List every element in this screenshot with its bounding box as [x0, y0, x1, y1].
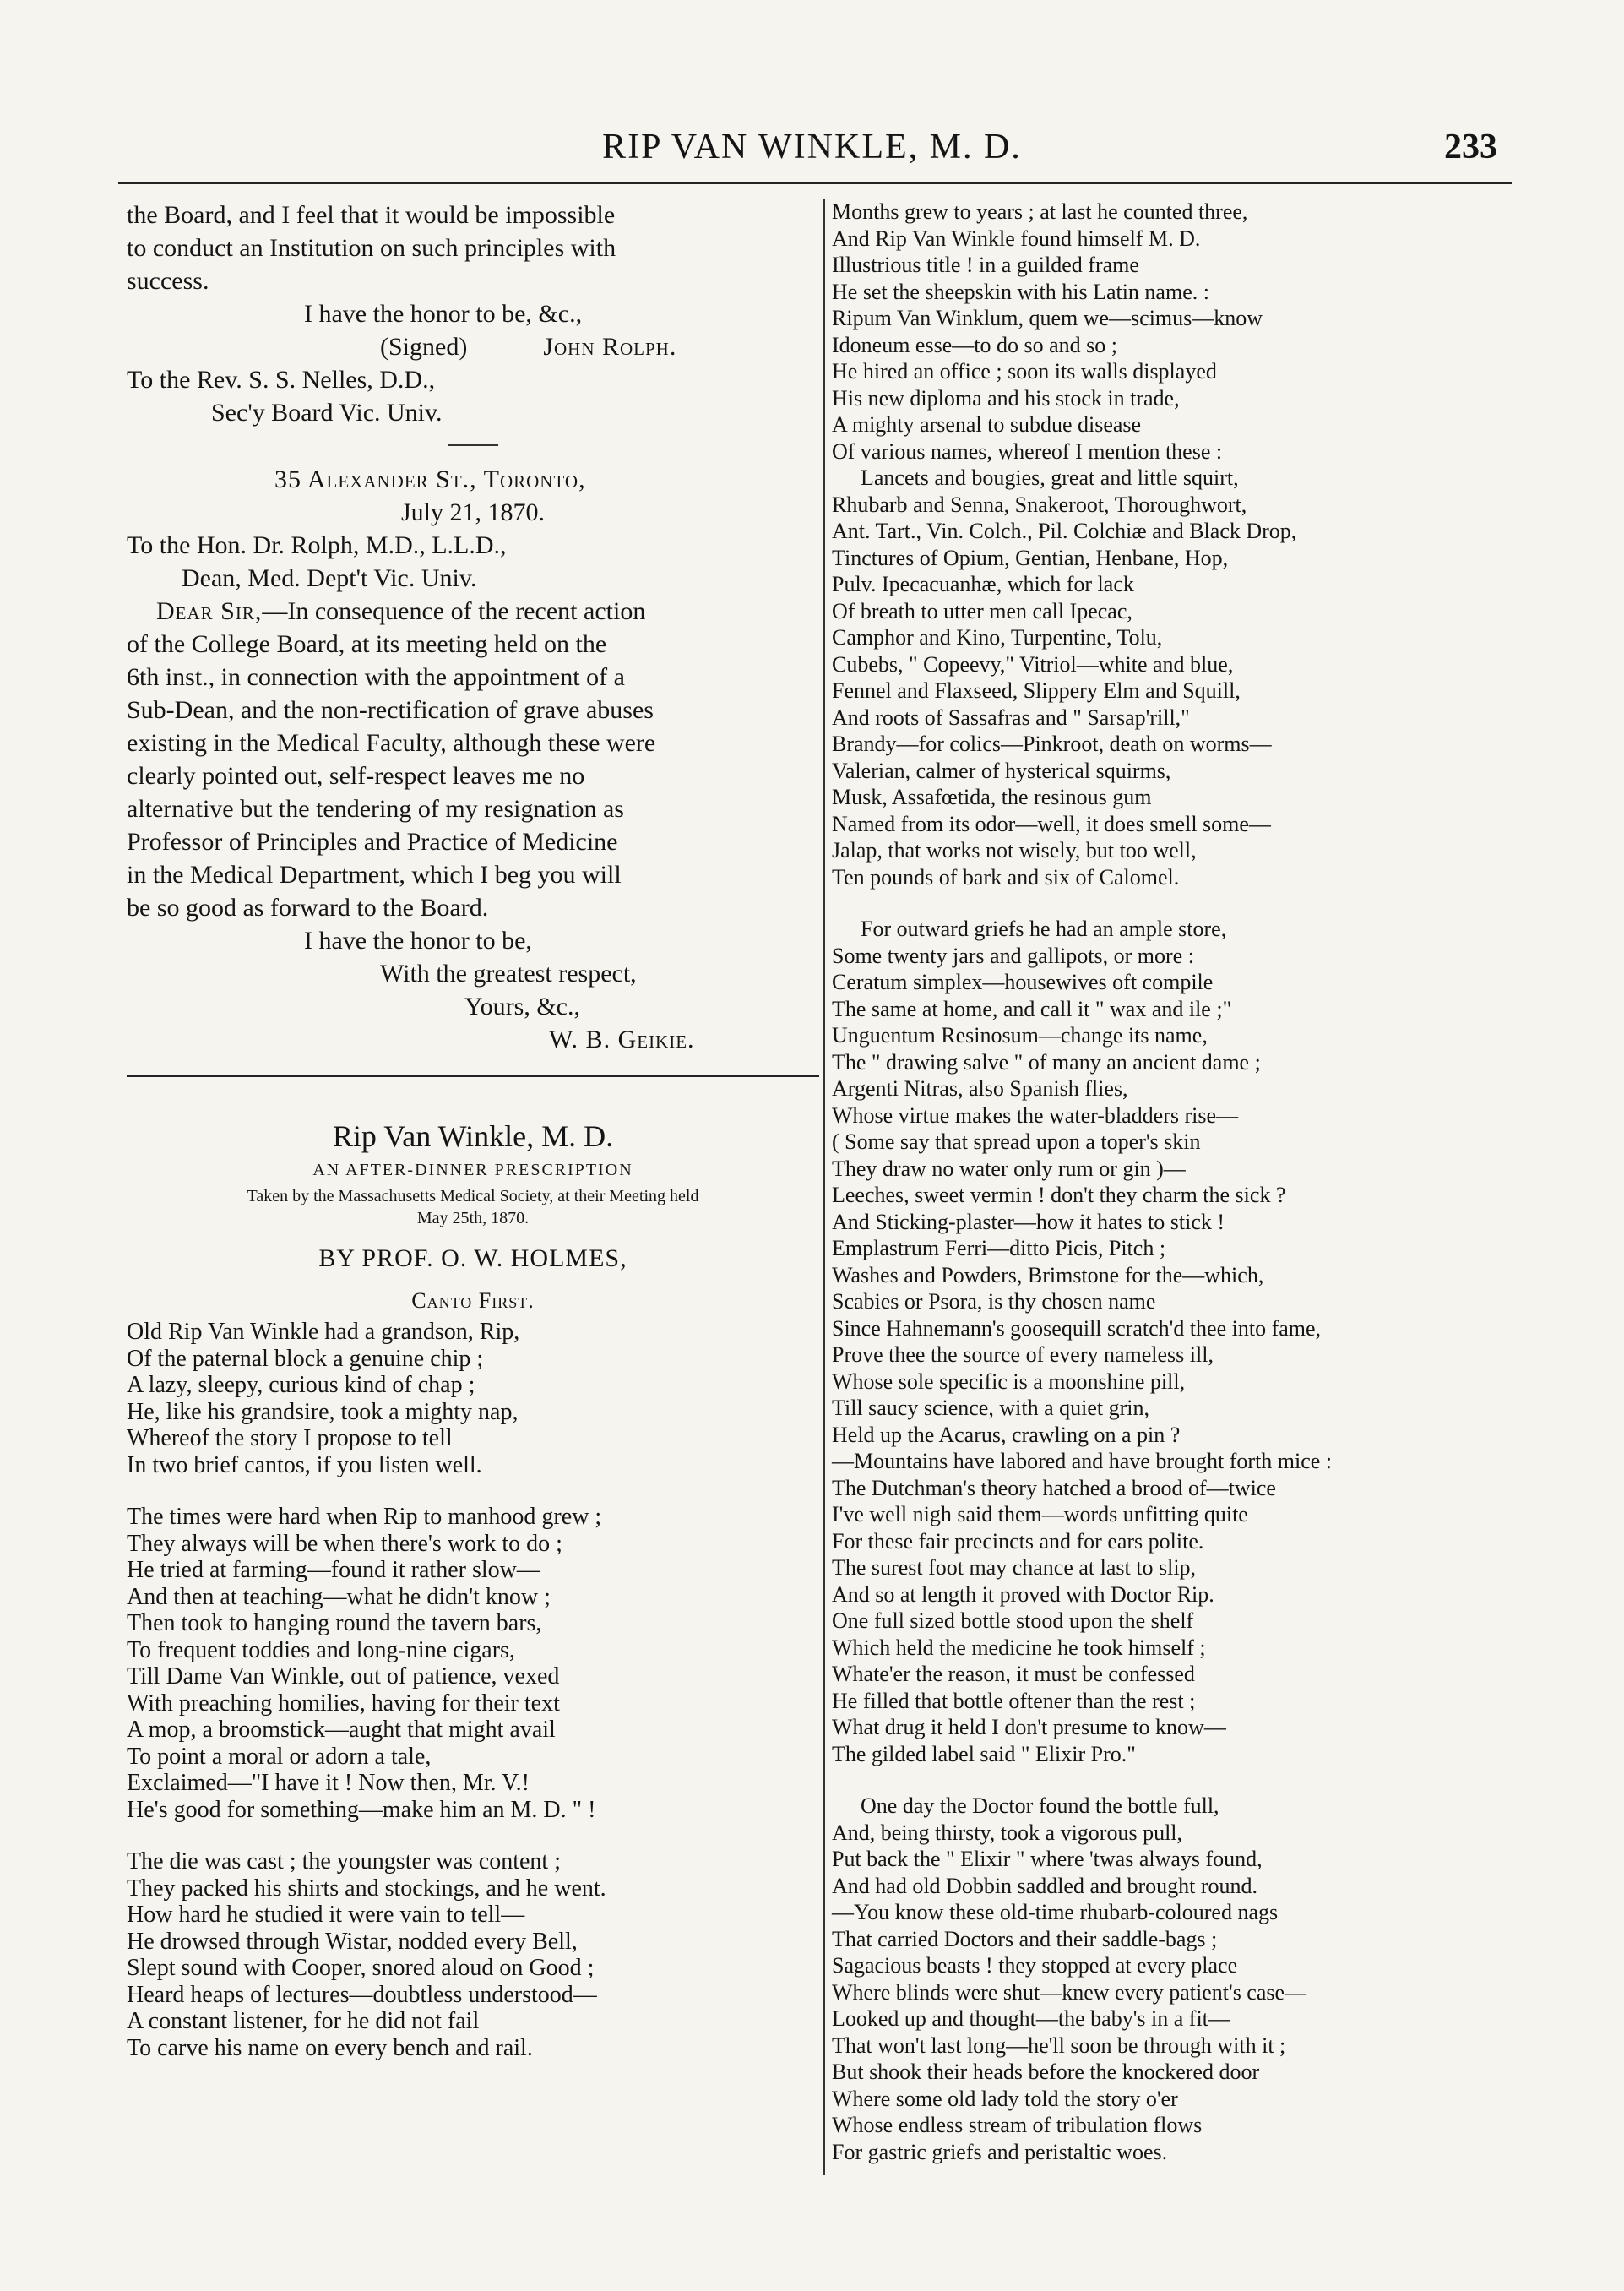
letter-1-line: the Board, and I feel that it would be impossible — [127, 201, 616, 229]
verse-line: Some twenty jars and gallipots, or more : — [832, 943, 1194, 968]
verse-line: But shook their heads before the knockered door — [832, 2060, 1260, 2084]
verse-line: Camphor and Kino, Turpentine, Tolu, — [832, 625, 1163, 650]
verse-line: The surest foot may chance at last to slip, — [832, 1555, 1197, 1580]
verse-line: They always will be when there's work to do ; — [127, 1530, 562, 1557]
verse-line: Jalap, that works not wisely, but too well, — [832, 838, 1197, 863]
verse-line: Exclaimed—"I have it ! Now then, Mr. V.! — [127, 1770, 530, 1796]
verse-line: They packed his shirts and stockings, and he went. — [127, 1875, 606, 1902]
letter-2-line: Professor of Principles and Practice of Medicine — [127, 828, 618, 856]
verse-line: One full sized bottle stood upon the shelf — [832, 1608, 1194, 1633]
left-column — [127, 199, 819, 2061]
verse-line: Valerian, calmer of hysterical squirms, — [832, 758, 1171, 783]
verse-line: Rhubarb and Senna, Snakeroot, Thoroughwort, — [832, 492, 1247, 517]
letter-2-line: be so good as forward to the Board. — [127, 894, 489, 922]
verse-line: Since Hahnemann's goosequill scratch'd thee into fame, — [832, 1315, 1322, 1341]
verse-line: To frequent toddies and long-nine cigars, — [127, 1636, 515, 1663]
verse-line: With preaching homilies, having for their text — [127, 1690, 560, 1717]
header-rule — [118, 182, 1512, 184]
verse-line: Unguentum Resinosum—change its name, — [832, 1023, 1208, 1048]
verse-line: Ant. Tart., Vin. Colch., Pil. Colchiæ and Black Drop, — [832, 519, 1297, 543]
stanza-gap — [832, 890, 1507, 916]
letter-2 — [127, 463, 819, 1056]
letter-2-line: Sub-Dean, and the non-rectification of grave abuses — [127, 696, 654, 724]
verse-line: To point a moral or adorn a tale, — [127, 1743, 432, 1770]
verse-line: Washes and Powders, Brimstone for the—which, — [832, 1262, 1264, 1287]
verse-line: The same at home, and call it " wax and ile ;" — [832, 996, 1232, 1021]
verse-line: For these fair precincts and for ears polite. — [832, 1528, 1204, 1554]
section-divider — [448, 444, 498, 446]
verse-line: ( Some say that spread upon a toper's skin — [832, 1129, 1201, 1154]
verse-line: He set the sheepskin with his Latin name. : — [832, 279, 1209, 304]
verse-line: Ceratum simplex—housewives oft compile — [832, 970, 1214, 994]
verse-line: To carve his name on every bench and rail. — [127, 2034, 533, 2061]
verse-line: He hired an office ; soon its walls displayed — [832, 359, 1217, 384]
verse-line: For outward griefs he had an ample store, — [861, 917, 1227, 941]
verse-line: Prove thee the source of every nameless ill, — [832, 1342, 1214, 1367]
verse-line: Lancets and bougies, great and little squirt, — [861, 465, 1239, 490]
poem-title: Rip Van Winkle, M. D. — [332, 1119, 614, 1153]
verse-line: That won't last long—he'll soon be through with it ; — [832, 2033, 1286, 2058]
verse-line: What drug it held I don't presume to know— — [832, 1715, 1226, 1739]
letter-1-line: to conduct an Institution on such principles with — [127, 234, 616, 262]
stanza-gap — [127, 1478, 819, 1504]
verse-line: That carried Doctors and their saddle-bags ; — [832, 1926, 1218, 1951]
verse-line: A lazy, sleepy, curious kind of chap ; — [127, 1372, 475, 1398]
verse-line: And so at length it proved with Doctor Rip. — [832, 1581, 1214, 1607]
verse-line: The Dutchman's theory hatched a brood of—twice — [832, 1475, 1276, 1500]
verse-line: Of the paternal block a genuine chip ; — [127, 1345, 484, 1372]
verse-line: Cubebs, " Copeevy," Vitriol—white and blue, — [832, 651, 1234, 677]
verse-line: Whose sole specific is a moonshine pill, — [832, 1369, 1186, 1394]
letter-2-line: alternative but the tendering of my resignation as — [127, 795, 624, 823]
letter-1-addressee: Sec'y Board Vic. Univ. — [211, 399, 443, 427]
letter-2-closing: With the greatest respect, — [380, 960, 637, 988]
poem-source-note: Taken by the Massachusetts Medical Society, at their Meeting held May 25th, 1870. — [247, 1187, 699, 1227]
letter-2-signer: W. B. Geikie. — [549, 1026, 695, 1053]
letter-1-closing: I have the honor to be, &c., — [304, 300, 583, 328]
verse-line: Till saucy science, with a quiet grin, — [832, 1396, 1149, 1420]
verse-line: Whereof the story I propose to tell — [127, 1425, 453, 1451]
verse-line: Of various names, whereof I mention these : — [832, 438, 1223, 464]
letter-2-to: Dean, Med. Dept't Vic. Univ. — [182, 564, 477, 592]
verse-line: Whose endless stream of tribulation flows — [832, 2113, 1203, 2137]
letter-2-line: clearly pointed out, self-respect leaves me no — [127, 762, 585, 790]
verse-line: Where some old lady told the story o'er — [832, 2086, 1178, 2111]
page-header — [0, 127, 1624, 177]
verse-line: The times were hard when Rip to manhood grew ; — [127, 1504, 602, 1530]
verse-line: Months grew to years ; at last he counted three, — [832, 199, 1248, 224]
signer-name: John Rolph. — [543, 333, 677, 361]
verse-line: And Rip Van Winkle found himself M. D. — [832, 226, 1201, 251]
verse-line: Sagacious beasts ! they stopped at every place — [832, 1953, 1238, 1978]
letter-2-line: of the College Board, at its meeting held on the — [127, 630, 607, 658]
poem-subtitle: AN AFTER-DINNER PRESCRIPTION — [312, 1161, 633, 1179]
right-column — [832, 199, 1507, 2165]
verse-line: A mop, a broomstick—aught that might avail — [127, 1717, 556, 1743]
letter-2-line: Dear Sir,—In consequence of the recent action — [156, 597, 646, 625]
letter-2-line: existing in the Medical Faculty, although these were — [127, 729, 656, 757]
letter-1-signature-line — [127, 330, 819, 363]
verse-line: Held up the Acarus, crawling on a pin ? — [832, 1422, 1181, 1447]
verse-line: He, like his grandsire, took a mighty nap, — [127, 1398, 519, 1425]
verse-line: The " drawing salve " of many an ancient dame ; — [832, 1049, 1261, 1075]
verse-line: The gilded label said " Elixir Pro." — [832, 1741, 1136, 1766]
verse-line: And roots of Sassafras and " Sarsap'rill," — [832, 705, 1190, 730]
verse-line: For gastric griefs and peristaltic woes. — [832, 2139, 1168, 2164]
verse-line: One day the Doctor found the bottle full, — [861, 1793, 1219, 1818]
letter-1-addressee: To the Rev. S. S. Nelles, D.D., — [127, 366, 436, 394]
letter-2-line: 6th inst., in connection with the appointment of a — [127, 663, 625, 691]
poem-right-verses — [832, 199, 1507, 2165]
verse-line: Old Rip Van Winkle had a grandson, Rip, — [127, 1319, 520, 1345]
verse-line: He filled that bottle oftener than the rest ; — [832, 1688, 1196, 1713]
verse-line: —Mountains have labored and have brought forth mice : — [832, 1449, 1333, 1473]
letter-1-line: success. — [127, 267, 209, 295]
poem-left-verses — [127, 1319, 819, 2061]
verse-line: Leeches, sweet vermin ! don't they charm the sick ? — [832, 1183, 1286, 1207]
verse-line: And had old Dobbin saddled and brought round. — [832, 1873, 1258, 1898]
salutation: Dear Sir, — [156, 597, 263, 625]
verse-line: —You know these old-time rhubarb-coloured nags — [832, 1900, 1279, 1924]
verse-line: They draw no water only rum or gin )— — [832, 1156, 1186, 1181]
verse-line: Fennel and Flaxseed, Slippery Elm and Squill, — [832, 678, 1241, 703]
verse-line: How hard he studied it were vain to tell— — [127, 1902, 525, 1928]
verse-line: Put back the " Elixir " where 'twas always found, — [832, 1847, 1263, 1871]
verse-line: Argenti Nitras, also Spanish flies, — [832, 1076, 1128, 1101]
verse-line: Illustrious title ! in a guilded frame — [832, 253, 1139, 277]
verse-line: Ten pounds of bark and six of Calomel. — [832, 864, 1180, 890]
signed-label: (Signed) — [380, 333, 468, 361]
verse-line: Heard heaps of lectures—doubtless understood— — [127, 1981, 597, 2008]
verse-line: Idoneum esse—to do so and so ; — [832, 332, 1117, 357]
poem-author: BY PROF. O. W. HOLMES, — [318, 1244, 627, 1272]
verse-line: Emplastrum Ferri—ditto Picis, Pitch ; — [832, 1236, 1166, 1260]
letter-2-closing: I have the honor to be, — [304, 927, 532, 955]
verse-line: I've well nigh said them—words unfitting quite — [832, 1502, 1248, 1526]
verse-line: Scabies or Psora, is thy chosen name — [832, 1289, 1156, 1314]
column-divider — [823, 199, 825, 2175]
verse-line: Brandy—for colics—Pinkroot, death on worms— — [832, 732, 1272, 756]
running-title: RIP VAN WINKLE, M. D. — [602, 128, 1022, 166]
verse-line: Whose virtue makes the water-bladders rise— — [832, 1102, 1239, 1128]
verse-line: Where blinds were shut—knew every patient's case— — [832, 1979, 1307, 2005]
verse-line: Musk, Assafœtida, the resinous gum — [832, 785, 1152, 809]
poem-canto: Canto First. — [411, 1288, 535, 1313]
verse-line: Named from its odor—well, it does smell some— — [832, 811, 1271, 836]
page-number: 233 — [1444, 128, 1497, 166]
verse-line: Looked up and thought—the baby's in a fit— — [832, 2006, 1230, 2031]
verse-line: Slept sound with Cooper, snored aloud on Good ; — [127, 1955, 595, 1981]
verse-line: And then at teaching—what he didn't know ; — [127, 1583, 551, 1610]
verse-line: His new diploma and his stock in trade, — [832, 385, 1180, 411]
verse-line: He tried at farming—found it rather slow— — [127, 1557, 540, 1583]
verse-line: Of breath to utter men call Ipecac, — [832, 598, 1132, 623]
verse-line: A constant listener, for he did not fail — [127, 2008, 480, 2034]
poem-heading — [127, 1118, 819, 1314]
verse-line: Tinctures of Opium, Gentian, Henbane, Hop, — [832, 545, 1229, 570]
letter-2-to: To the Hon. Dr. Rolph, M.D., L.L.D., — [127, 531, 507, 559]
letter-2-closing: Yours, &c., — [464, 993, 580, 1020]
letter-2-line: in the Medical Department, which I beg you will — [127, 861, 622, 889]
verse-line: Which held the medicine he took himself ; — [832, 1635, 1206, 1660]
verse-line: Pulv. Ipecacuanhæ, which for lack — [832, 572, 1134, 596]
verse-line: He's good for something—make him an M. D. " ! — [127, 1796, 596, 1823]
verse-line: Whate'er the reason, it must be confessed — [832, 1662, 1195, 1686]
verse-line: He drowsed through Wistar, nodded every Bell, — [127, 1928, 578, 1955]
stanza-gap — [832, 1767, 1507, 1793]
verse-line: Then took to hanging round the tavern bars, — [127, 1610, 542, 1636]
verse-line: The die was cast ; the youngster was content ; — [127, 1848, 561, 1875]
verse-line: Till Dame Van Winkle, out of patience, vexed — [127, 1663, 560, 1690]
stanza-gap — [127, 1823, 819, 1848]
letter-1 — [127, 199, 819, 429]
verse-line: And Sticking-plaster—how it hates to stick ! — [832, 1209, 1225, 1234]
letter-2-date: July 21, 1870. — [401, 498, 546, 526]
article-divider — [127, 1075, 819, 1080]
verse-line: And, being thirsty, took a vigorous pull, — [832, 1820, 1183, 1845]
verse-line: Ripum Van Winklum, quem we—scimus—know — [832, 306, 1263, 330]
letter-2-address: 35 Alexander St., Toronto, — [274, 465, 586, 493]
verse-line: In two brief cantos, if you listen well. — [127, 1451, 482, 1478]
verse-line: A mighty arsenal to subdue disease — [832, 412, 1142, 437]
